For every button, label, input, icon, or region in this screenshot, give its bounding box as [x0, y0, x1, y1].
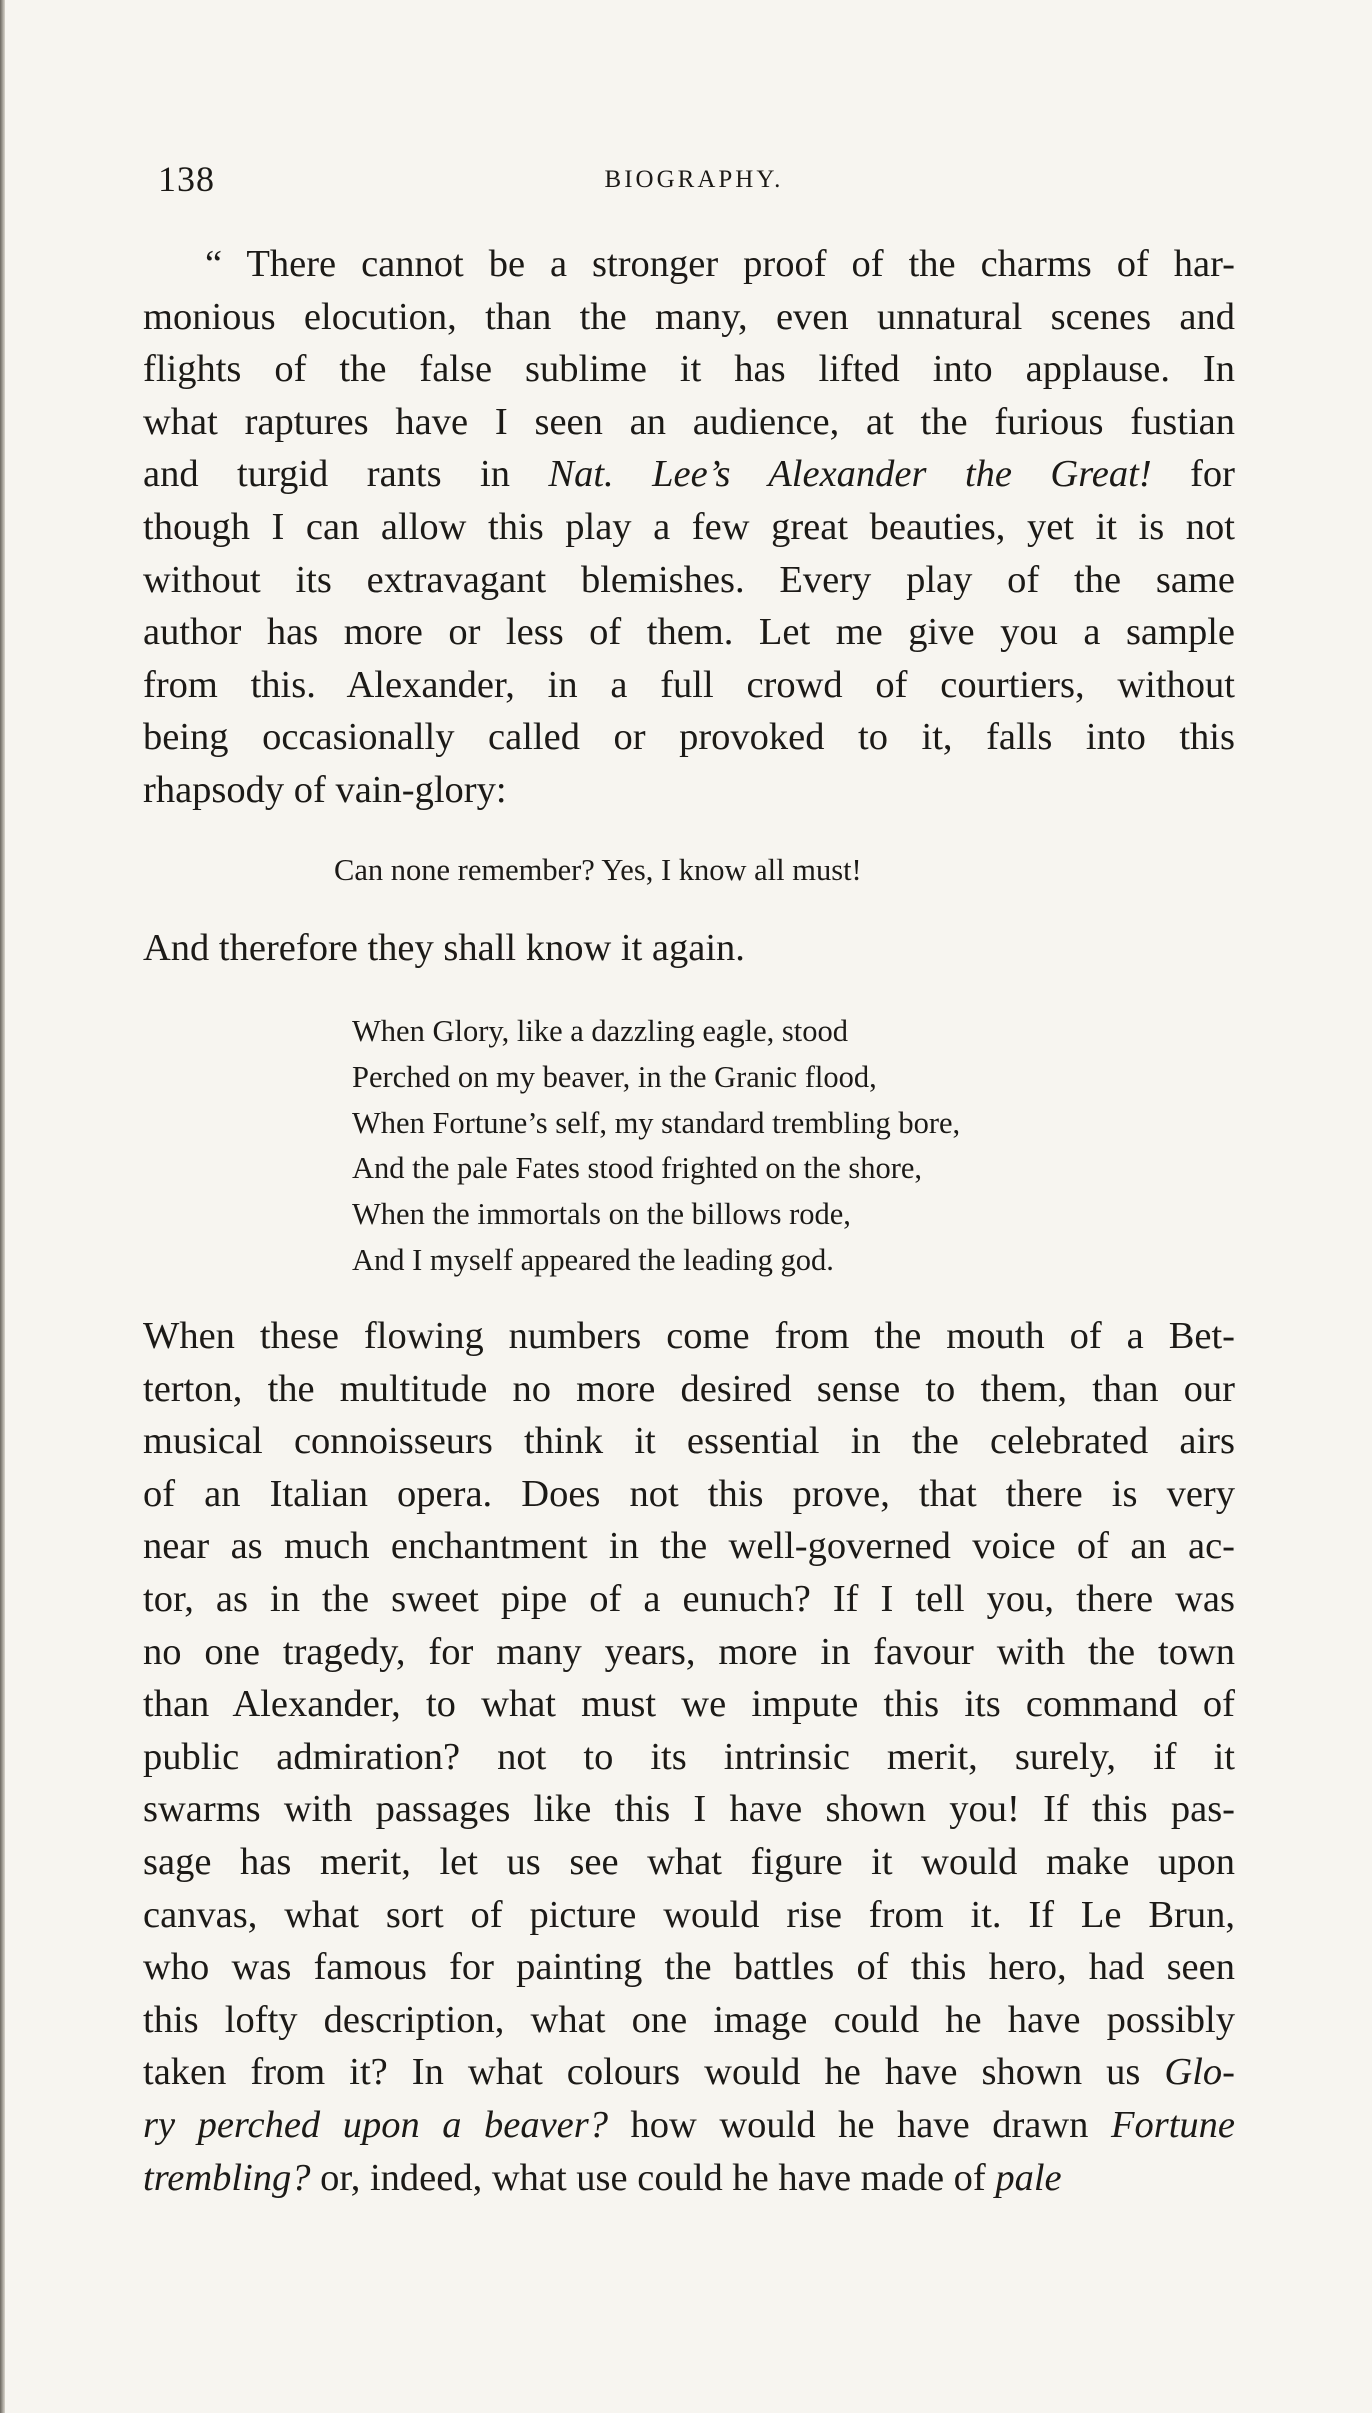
text-run: or, indeed, what use could he have made of — [310, 2156, 996, 2199]
paragraph-2 — [143, 1310, 1235, 2204]
text-line: flights of the false sublime it has lifted into applause. In — [143, 348, 1235, 391]
poem-line: Perched on my beaver, in the Granic flood, — [352, 1059, 877, 1094]
running-head: BIOGRAPHY. — [604, 166, 784, 193]
text-run: and turgid rants in — [143, 453, 549, 496]
text-line: tor, as in the sweet pipe of a eunuch? If I tell you, there was — [143, 1577, 1235, 1620]
poem-line: And I myself appeared the leading god. — [352, 1242, 834, 1277]
text-line: canvas, what sort of picture would rise from it. If Le Brun, — [143, 1893, 1235, 1936]
text-line: from this. Alexander, in a full crowd of courtiers, without — [143, 663, 1235, 706]
text-line: swarms with passages like this I have shown you! If this pas- — [143, 1788, 1235, 1831]
bridge-line: And therefore they shall know it again. — [143, 927, 745, 969]
quoted-verse-line: Can none remember? Yes, I know all must! — [334, 853, 862, 887]
text-line: of an Italian opera. Does not this prove, that there is very — [143, 1472, 1235, 1515]
paragraph-1 — [143, 238, 1235, 817]
poem-line: When Fortune’s self, my standard trembling bore, — [352, 1105, 961, 1140]
text-line: monious elocution, than the many, even unnatural scenes and — [143, 295, 1235, 338]
poem-line: When the immortals on the billows rode, — [352, 1197, 851, 1232]
text-line: no one tragedy, for many years, more in favour with the town — [143, 1630, 1235, 1673]
page-header — [158, 158, 1230, 198]
text-line — [143, 2046, 1235, 2099]
italic-text: ry perched upon a beaver? — [143, 2103, 608, 2146]
text-line: though I can allow this play a few great beauties, yet it is not — [143, 505, 1235, 548]
text-line: “ There cannot be a stronger proof of the charms of har- — [205, 243, 1235, 285]
italic-text: Fortune — [1110, 2103, 1235, 2146]
page-number: 138 — [158, 159, 215, 199]
text-line: rhapsody of vain-glory: — [143, 768, 507, 811]
italic-text: Glo- — [1164, 2051, 1235, 2094]
text-line: than Alexander, to what must we impute this its command of — [143, 1683, 1235, 1726]
text-line — [143, 448, 1235, 501]
text-line: this lofty description, what one image could he have possibly — [143, 1998, 1235, 2041]
italic-text: pale — [995, 2156, 1062, 2199]
text-run: for — [1151, 453, 1235, 496]
text-line: author has more or less of them. Let me give you a sample — [143, 611, 1235, 654]
text-line: When these flowing numbers come from the mouth of a Bet- — [143, 1315, 1235, 1357]
poem-line: And the pale Fates stood frighted on the shore, — [352, 1151, 923, 1186]
text-line — [143, 2099, 1235, 2152]
text-line: near as much enchantment in the well-governed voice of an ac- — [143, 1525, 1235, 1568]
italic-text: Nat. Lee’s Alexander the Great! — [548, 453, 1152, 496]
text-line: musical connoisseurs think it essential in the celebrated airs — [143, 1420, 1235, 1463]
text-line — [143, 2152, 1235, 2205]
text-run: taken from it? In what colours would he have shown us — [143, 2051, 1165, 2094]
italic-text: trembling? — [143, 2156, 311, 2199]
poem-block — [352, 1009, 960, 1284]
page-edge — [0, 0, 5, 2413]
text-line: terton, the multitude no more desired sense to them, than our — [143, 1367, 1235, 1410]
text-line: sage has merit, let us see what figure it would make upon — [143, 1840, 1235, 1883]
text-line: public admiration? not to its intrinsic merit, surely, if it — [143, 1735, 1235, 1778]
text-line: what raptures have I seen an audience, at the furious fustian — [143, 400, 1235, 443]
text-line: without its extravagant blemishes. Every play of the same — [143, 558, 1235, 601]
poem-line: When Glory, like a dazzling eagle, stood — [352, 1014, 849, 1048]
text-line: who was famous for painting the battles of this hero, had seen — [143, 1946, 1235, 1989]
text-line: being occasionally called or provoked to it, falls into this — [143, 716, 1235, 759]
text-run: how would he have drawn — [608, 2103, 1111, 2146]
